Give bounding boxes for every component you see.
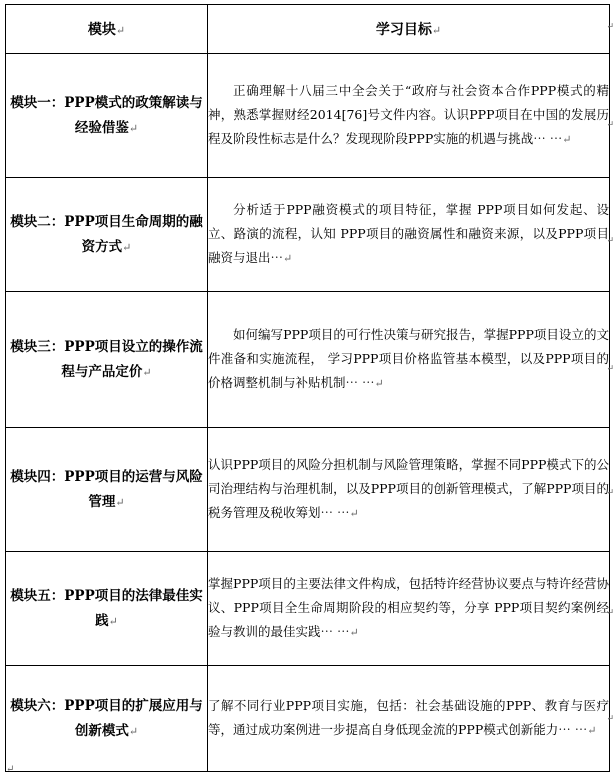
table-row — [6, 552, 610, 666]
table-row — [6, 178, 610, 292]
row-end-mark: ↵ — [606, 488, 614, 498]
module-cell: 模块六：PPP项目的扩展应用与创新模式↵ — [6, 666, 208, 772]
table-row — [6, 54, 610, 178]
table-row — [6, 666, 610, 772]
goal-cell: 正确理解十八届三中全会关于“政府与社会资本合作PPP模式的精神，熟悉掌握财经2014[76]号文件内容。认识PPP项目在中国的发展历程及阶段性标志是什么？发现现阶段PPP实施的机遇与挑战⋯ ⋯↵ — [208, 54, 610, 178]
row-end-mark: ↵ — [606, 236, 614, 246]
table-header-row — [6, 5, 610, 54]
row-end-mark: ↵ — [606, 22, 614, 32]
table-row — [6, 428, 610, 552]
row-end-mark: ↵ — [606, 608, 614, 618]
header-module: 模块↵ — [6, 5, 208, 54]
header-goal: 学习目标↵ — [208, 5, 610, 54]
module-cell: 模块五：PPP项目的法律最佳实践↵ — [6, 552, 208, 666]
row-end-mark: ↵ — [606, 714, 614, 724]
goal-cell: 了解不同行业PPP项目实施，包括：社会基础设施的PPP、教育与医疗等，通过成功案例进一步提高自身低现金流的PPP模式创新能力⋯ ⋯↵ — [208, 666, 610, 772]
learning-goals-table — [5, 4, 610, 772]
goal-cell: 如何编写PPP项目的可行性决策与研究报告，掌握PPP项目设立的文件准备和实施流程， 学习PPP项目价格监管基本模型，以及PPP项目的价格调整机制与补贴机制⋯ ⋯↵ — [208, 292, 610, 428]
module-cell: 模块一：PPP模式的政策解读与经验借鉴↵ — [6, 54, 208, 178]
row-end-mark: ↵ — [606, 120, 614, 130]
goal-cell: 认识PPP项目的风险分担机制与风险管理策略，掌握不同PPP模式下的公司治理结构与治理机制，以及PPP项目的创新管理模式，了解PPP项目的税务管理及税收筹划⋯ ⋯↵ — [208, 428, 610, 552]
row-end-mark: ↵ — [606, 364, 614, 374]
goal-cell: 分析适于PPP融资模式的项目特征，掌握 PPP项目如何发起、设立、路演的流程，认知 PPP项目的融资属性和融资来源，以及PPP项目融资与退出⋯↵ — [208, 178, 610, 292]
goal-cell: 掌握PPP项目的主要法律文件构成，包括特许经营协议要点与特许经营协议、PPP项目全生命周期阶段的相应契约等，分享 PPP项目契约案例经验与教训的最佳实践⋯ ⋯↵ — [208, 552, 610, 666]
module-cell: 模块三：PPP项目设立的操作流程与产品定价↵ — [6, 292, 208, 428]
module-cell: 模块四：PPP项目的运营与风险管理↵ — [6, 428, 208, 552]
table-row — [6, 292, 610, 428]
module-cell: 模块二：PPP项目生命周期的融资方式↵ — [6, 178, 208, 292]
paragraph-mark: ↵ — [6, 764, 15, 775]
